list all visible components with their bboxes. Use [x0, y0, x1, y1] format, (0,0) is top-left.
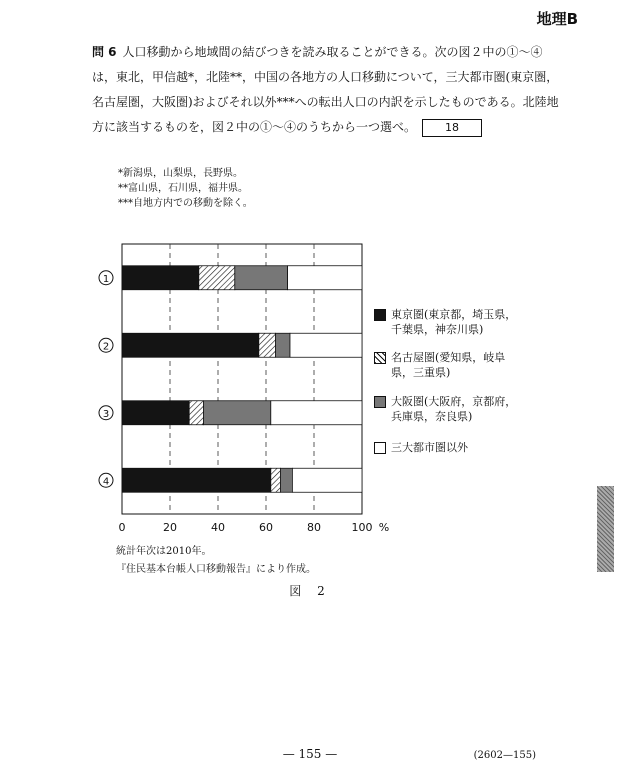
- legend-item-4: [374, 440, 468, 455]
- bar-2-series-4: [290, 333, 362, 357]
- footnote-3: ***自地方内での移動を除く。: [118, 198, 253, 209]
- legend-label-line: 大阪圏(大阪府，京都府，: [391, 395, 517, 408]
- section-tab: [597, 486, 614, 572]
- x-tick-label-80: 80: [307, 521, 321, 534]
- legend-swatch-4: [374, 442, 386, 454]
- figure-notes: [116, 543, 316, 579]
- x-tick-label-20: 20: [163, 521, 177, 534]
- bar-1-series-3: [235, 266, 288, 290]
- bar-4-series-2: [271, 468, 281, 492]
- legend-swatch-1: [374, 309, 386, 321]
- legend-label-line: 東京圏(東京都，埼玉県，: [391, 308, 517, 321]
- footnotes: [118, 166, 253, 211]
- x-tick-label-100: 100: [351, 521, 373, 534]
- category-label-4: 4: [102, 476, 110, 488]
- x-tick-label-60: 60: [259, 521, 273, 534]
- category-label-2: 2: [102, 341, 110, 353]
- figure-2-chart: [94, 238, 394, 542]
- page-code: (2602—155): [473, 750, 536, 761]
- category-label-1: 1: [102, 273, 110, 285]
- legend-label-3: [391, 394, 516, 424]
- bar-4-series-3: [280, 468, 292, 492]
- bar-3-series-3: [204, 401, 271, 425]
- bar-4-series-1: [122, 468, 271, 492]
- question-text: 人口移動から地域間の結びつきを読み取ることができる。次の図２中の①～④は，東北，甲信越*，北陸**，中国の各地方の人口移動について，三大都市圏(東京圏，名古屋圏，大阪圏)およびそれ以外***への転出人口の内訳を示したものである。北陸地方に該当するものを，図２中の①～④のうちから一つ選べ。: [92, 45, 559, 134]
- legend-item-2: [374, 350, 505, 380]
- legend-label-1: [391, 307, 516, 337]
- chart-svg: [94, 238, 394, 538]
- answer-box[interactable]: 18: [422, 119, 482, 137]
- bar-1-series-1: [122, 266, 199, 290]
- figure-caption: 図 2: [289, 584, 331, 598]
- legend-swatch-3: [374, 396, 386, 408]
- bar-4-series-4: [292, 468, 362, 492]
- bar-1-series-2: [199, 266, 235, 290]
- subject-title: 地理B: [536, 10, 578, 28]
- note-year: 統計年次は2010年。: [116, 546, 212, 557]
- legend-label-line: 三大都市圏以外: [391, 441, 468, 454]
- bar-2-series-2: [259, 333, 276, 357]
- legend-label-line: 千葉県，神奈川県): [391, 323, 484, 336]
- legend-label-2: [391, 350, 505, 380]
- question-label: 問 6: [92, 45, 117, 59]
- legend-item-3: [374, 394, 516, 424]
- legend-label-line: 名古屋圏(愛知県，岐阜: [391, 351, 506, 364]
- legend-swatch-2: [374, 352, 386, 364]
- x-tick-label-0: 0: [118, 521, 126, 534]
- bar-1-series-4: [288, 266, 362, 290]
- bar-3-series-1: [122, 401, 189, 425]
- footnote-2: **富山県，石川県，福井県。: [118, 183, 248, 194]
- bar-3-series-2: [189, 401, 203, 425]
- question-block: [92, 40, 562, 140]
- page-number: — 155 —: [282, 747, 338, 761]
- footnote-1: *新潟県，山梨県，長野県。: [118, 168, 243, 179]
- legend-label-line: 県，三重県): [391, 366, 451, 379]
- bar-3-series-4: [271, 401, 362, 425]
- legend-item-1: [374, 307, 516, 337]
- x-unit-label: %: [378, 521, 390, 534]
- category-label-3: 3: [102, 408, 110, 420]
- x-tick-label-40: 40: [211, 521, 225, 534]
- note-source: 『住民基本台帳人口移動報告』により作成。: [116, 564, 316, 575]
- legend-label-line: 兵庫県，奈良県): [391, 410, 473, 423]
- bar-2-series-1: [122, 333, 259, 357]
- legend-label-4: [391, 440, 468, 455]
- bar-2-series-3: [276, 333, 290, 357]
